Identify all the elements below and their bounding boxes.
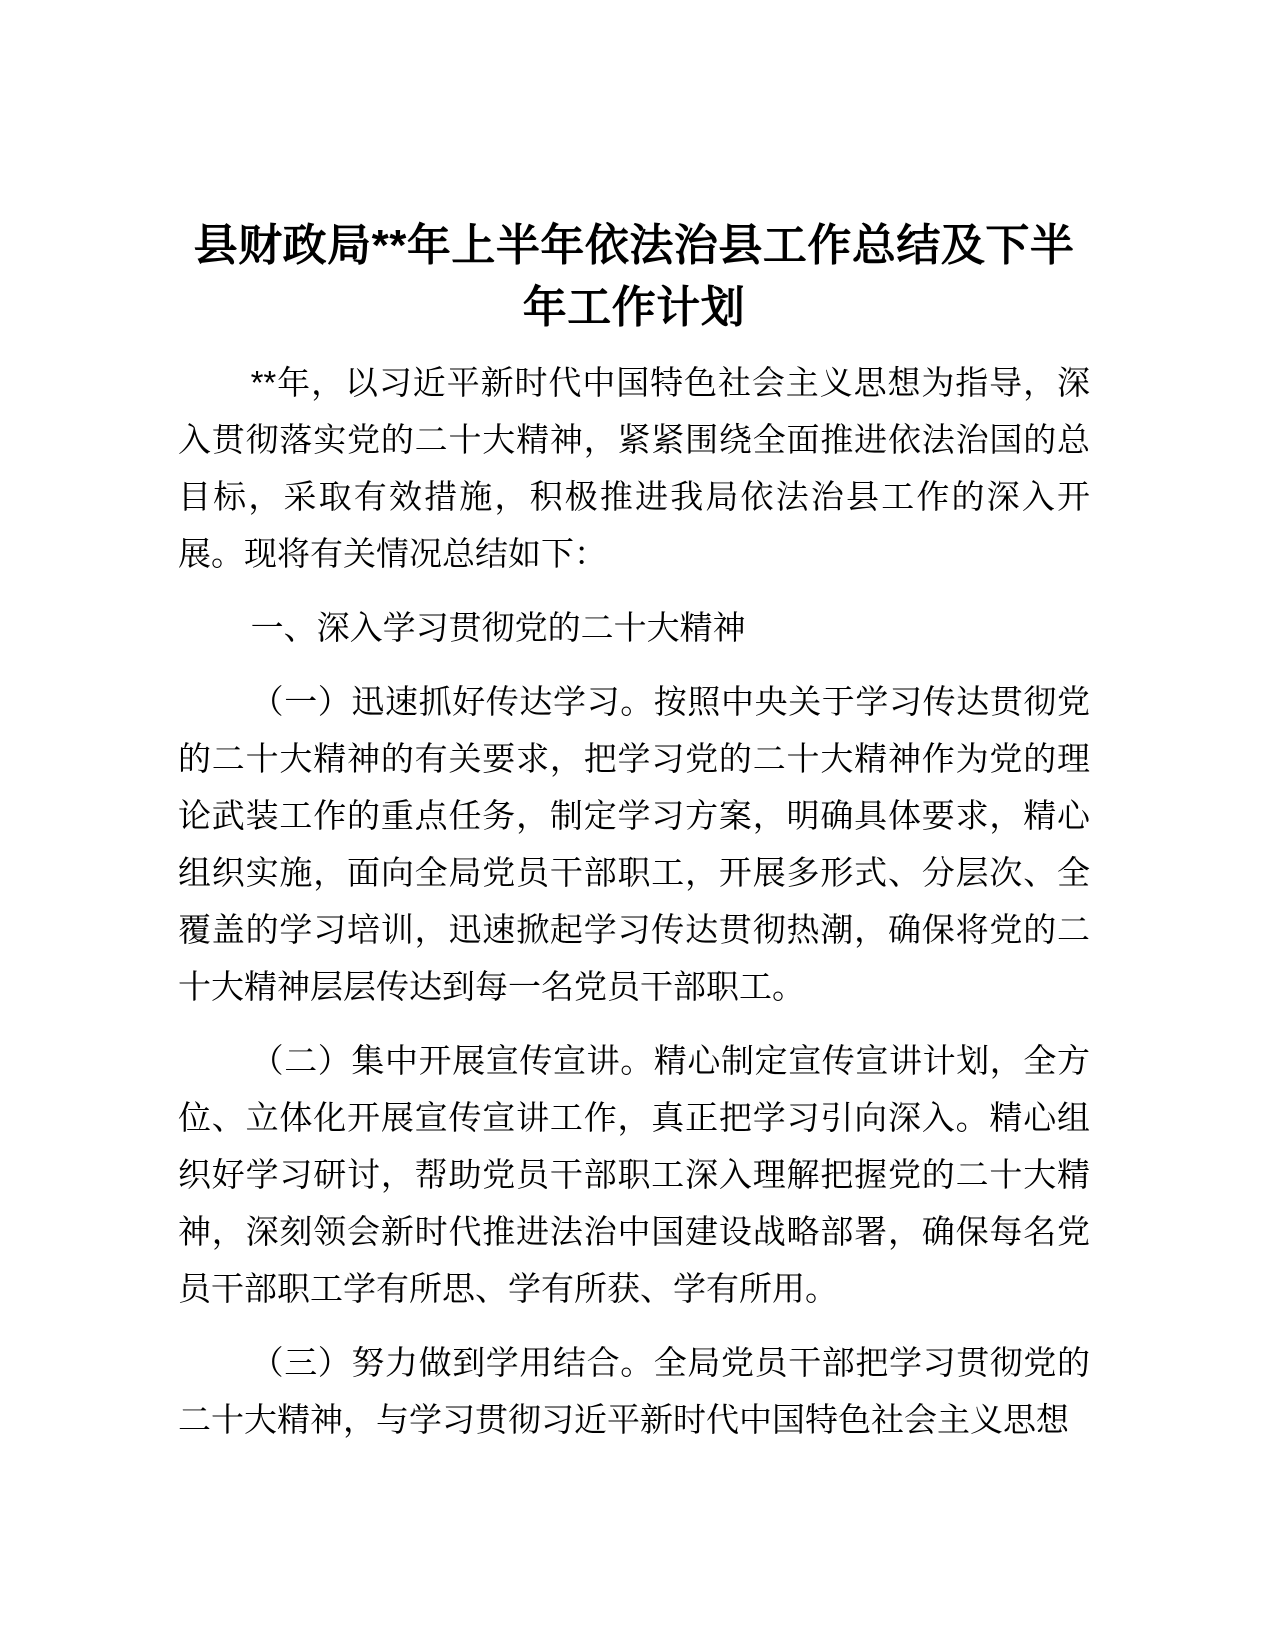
paragraph-intro: **年，以习近平新时代中国特色社会主义思想为指导，深入贯彻落实党的二十大精神，紧紧围绕全面推进依法治国的总目标，采取有效措施，积极推进我局依法治县工作的深入开展。现将有关情况总结如下： (178, 364, 1090, 572)
paragraph-item-2: （二）集中开展宣传宣讲。精心制定宣传宣讲计划，全方位、立体化开展宣传宣讲工作，真正把学习引向深入。精心组织好学习研讨，帮助党员干部职工深入理解把握党的二十大精神，深刻领会新时代推进法治中国建设战略部署，确保每名党员干部职工学有所思、学有所获、学有所用。 (178, 1042, 1090, 1307)
section-heading-1: 一、深入学习贯彻党的二十大精神 (250, 609, 746, 646)
paragraph-item-3: （三）努力做到学用结合。全局党员干部把学习贯彻党的二十大精神，与学习贯彻习近平新时代中国特色社会主义思想 (178, 1344, 1090, 1438)
document-title: 县财政局**年上半年依法治县工作总结及下半年工作计划 (193, 221, 1075, 332)
paragraph-item-1: （一）迅速抓好传达学习。按照中央关于学习传达贯彻党的二十大精神的有关要求，把学习党的二十大精神作为党的理论武装工作的重点任务，制定学习方案，明确具体要求，精心组织实施，面向全局党员干部职工，开展多形式、分层次、全覆盖的学习培训，迅速掀起学习传达贯彻热潮，确保将党的二十大精神层层传达到每一名党员干部职工。 (178, 683, 1090, 1005)
